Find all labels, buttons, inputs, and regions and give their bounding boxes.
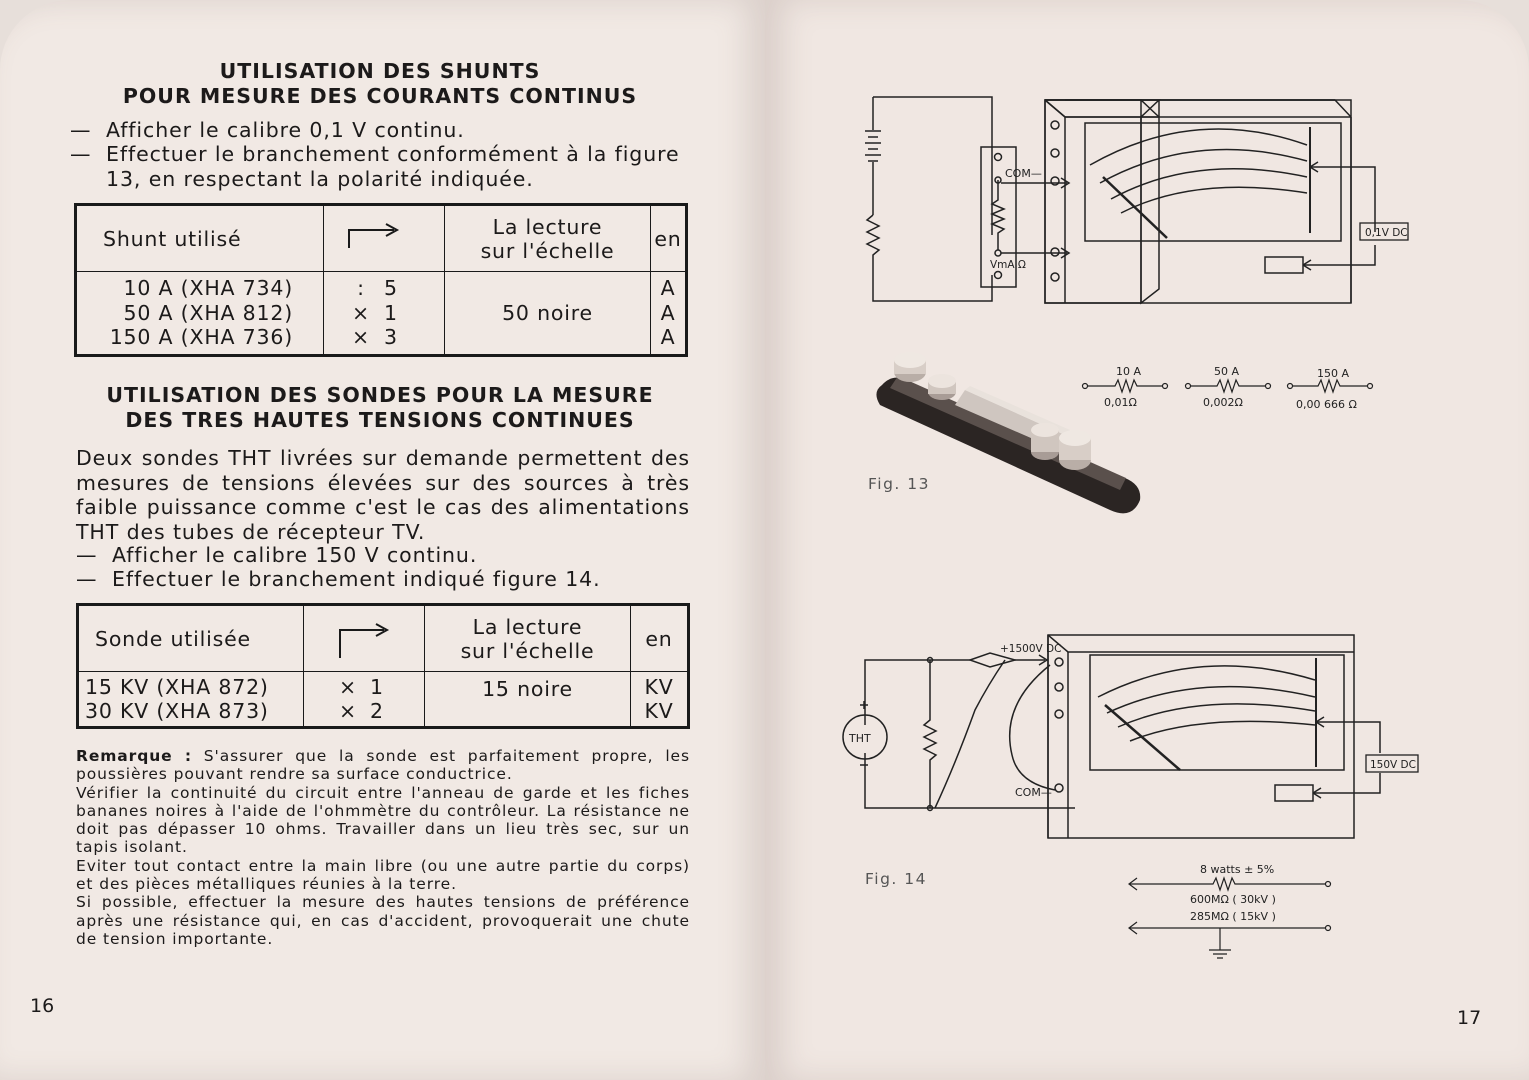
section2-paragraph [76, 446, 690, 544]
factor-cells [304, 672, 425, 728]
factor-cells [324, 272, 445, 356]
shunt-current: 150 A [1317, 367, 1350, 380]
section1-title-line1: UTILISATION DES SHUNTS [219, 59, 541, 83]
step-text-cont: 13, en respectant la polarité indiquée. [106, 166, 534, 191]
table-row [346, 325, 444, 350]
shunt-cells [76, 272, 324, 356]
factor: 3 [384, 325, 398, 350]
right-page [765, 0, 1529, 1080]
step-text: Afficher le calibre 150 V continu. [112, 543, 478, 567]
table-row: 15 KV (XHA 872) [85, 674, 269, 699]
range-box-label: 150V DC [1370, 759, 1416, 771]
probe-table [76, 603, 690, 729]
fig13-label: Fig. 13 [868, 475, 931, 493]
header-reading-line1: La lecture [472, 614, 583, 639]
page-number-left: 16 [30, 995, 55, 1017]
table-row: 50 A (XHA 812) [123, 300, 293, 325]
header-unit: en [631, 605, 689, 672]
dash: — [76, 567, 98, 591]
unit-cells [651, 272, 687, 356]
section1-title [70, 59, 690, 109]
table-row [336, 675, 424, 700]
com-label: COM— [1005, 167, 1042, 180]
section1-title-line2: POUR MESURE DES COURANTS CONTINUS [122, 84, 638, 108]
table-row: 10 A (XHA 734) [123, 276, 293, 301]
factor: 5 [384, 276, 398, 301]
header-reading-line2: sur l'échelle [460, 638, 595, 663]
shunt-current: 50 A [1214, 365, 1240, 378]
shunt-resistance: 0,01Ω [1104, 396, 1137, 409]
unit: A [660, 300, 676, 325]
header-reading [445, 205, 651, 272]
table-row: 150 A (XHA 736) [109, 325, 293, 350]
factor: 1 [384, 300, 398, 325]
shunt-resistance: 0,002Ω [1203, 396, 1243, 409]
header-probe: Sonde utilisée [78, 605, 304, 672]
header-unit: en [651, 205, 687, 272]
step-text: Effectuer le branchement indiqué figure 14. [112, 567, 601, 591]
factor: 2 [370, 699, 384, 723]
header-reading [425, 605, 631, 672]
table-row [346, 276, 444, 301]
arrow-icon [324, 206, 444, 266]
dash: — [76, 543, 98, 567]
probe-resistor-legend [1125, 858, 1345, 963]
op: : [357, 276, 365, 301]
dash: — [70, 142, 92, 166]
shunt-resistor-legend [1080, 360, 1380, 415]
section2-title [70, 383, 690, 433]
header-shunt: Shunt utilisé [76, 205, 324, 272]
range-box-label: 0,1V DC [1365, 227, 1408, 239]
fig14-label: Fig. 14 [865, 870, 928, 888]
unit: A [660, 325, 676, 350]
unit: KV [644, 699, 674, 723]
op: × [339, 674, 357, 699]
unit-cells [631, 672, 689, 728]
shunt-table [74, 203, 688, 357]
factor: 1 [370, 674, 384, 699]
remarque-block [76, 747, 690, 948]
probe-cells [78, 672, 304, 728]
tht-source-label: THT [849, 732, 871, 745]
unit: KV [644, 674, 674, 699]
section2-title-line1: UTILISATION DES SONDES POUR LA MESURE [106, 383, 654, 407]
table-row [346, 301, 444, 326]
com-label: COM— [1015, 786, 1052, 799]
page-number-right: 17 [1457, 1007, 1482, 1029]
reading-cell: 50 noire [445, 272, 651, 356]
step-text: Effectuer le branchement conformément à la figure [106, 142, 680, 166]
header-reading-line1: La lecture [492, 214, 603, 239]
probe-voltage-label: +1500V DC [1000, 643, 1062, 655]
remarque-text: S'assurer que la sonde est parfaitement propre, les poussières pouvant rendre sa surface conductrice. [76, 747, 690, 784]
fig13-circuit-diagram [855, 85, 1455, 325]
remarque-p2: Vérifier la continuité du circuit entre l'anneau de garde et les fiches bananes noires à l'aide de l'ohmmètre du contrôleur. La résistance ne doit pas dépasser 10 ohms. Travailler dans un lieu très sec, sur un tapis isolant. [76, 783, 690, 857]
paragraph-line: faible puissance comme c'est le cas des alimentations [76, 495, 690, 519]
reading-cell: 15 noire [425, 672, 631, 728]
resistor-600m: 600MΩ ( 30kV ) [1190, 893, 1276, 906]
paragraph-line: THT des tubes de récepteur TV. [76, 519, 426, 544]
power-rating: 8 watts ± 5% [1200, 863, 1275, 876]
paragraph-line: Deux sondes THT livrées sur demande permettent des [76, 446, 690, 470]
header-reading-line2: sur l'échelle [480, 238, 615, 263]
remarque-p3: Eviter tout contact entre la main libre (ou une autre partie du corps) et des pièces métalliques réunies à la terre. [76, 856, 690, 894]
remarque-p4: Si possible, effectuer la mesure des hautes tensions de préférence après une résistance qui, en cas d'accident, provoquerait une chute de tension importante. [76, 893, 690, 948]
dash: — [70, 118, 92, 142]
resistor-285m: 285MΩ ( 15kV ) [1190, 910, 1276, 923]
op: × [352, 325, 370, 350]
remarque-label: Remarque : [76, 747, 192, 765]
table-row [336, 699, 424, 724]
arrow-icon [304, 606, 424, 666]
op: × [352, 300, 370, 325]
shunt-resistance: 0,00 666 Ω [1296, 398, 1357, 411]
fig14-circuit-diagram [840, 625, 1440, 845]
shunt-current: 10 A [1116, 365, 1142, 378]
remarque-p1 [76, 747, 690, 784]
section2-title-line2: DES TRES HAUTES TENSIONS CONTINUES [125, 408, 635, 432]
paragraph-line: mesures de tensions élevées sur des sources à très [76, 470, 690, 495]
unit: A [660, 276, 676, 301]
header-arrow [324, 205, 445, 272]
header-arrow [304, 605, 425, 672]
op: × [339, 699, 357, 723]
vma-label: VmA Ω [990, 259, 1026, 271]
step-text: Afficher le calibre 0,1 V continu. [106, 118, 465, 142]
table-row: 30 KV (XHA 873) [85, 699, 269, 723]
